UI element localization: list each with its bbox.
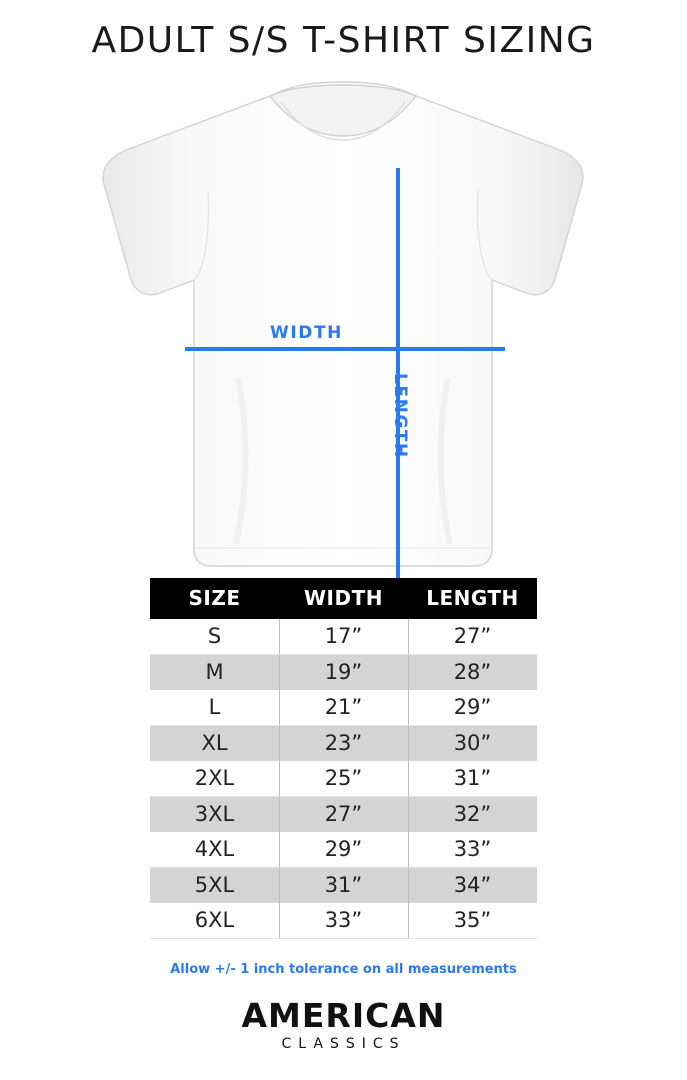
tolerance-note: Allow +/- 1 inch tolerance on all measurements [170, 962, 517, 977]
cell-size: S [150, 619, 279, 655]
cell-size: L [150, 690, 279, 726]
table-row [150, 619, 537, 655]
cell-size: 4XL [150, 832, 279, 868]
cell-size: 2XL [150, 761, 279, 797]
brand-tagline: CLASSICS [281, 1036, 406, 1052]
page-title: ADULT S/S T-SHIRT SIZING [91, 20, 596, 61]
table-row [150, 868, 537, 904]
cell-size: 6XL [150, 903, 279, 939]
cell-length: 31” [408, 761, 537, 797]
width-measure-line [185, 347, 505, 351]
cell-width: 29” [279, 832, 408, 868]
cell-width: 21” [279, 690, 408, 726]
table-row [150, 726, 537, 762]
cell-width: 31” [279, 868, 408, 904]
table-row [150, 832, 537, 868]
tshirt-illustration [0, 78, 687, 568]
cell-length: 30” [408, 726, 537, 762]
cell-width: 33” [279, 903, 408, 939]
brand-name: AMERICAN [241, 996, 446, 1035]
cell-width: 23” [279, 726, 408, 762]
cell-length: 27” [408, 619, 537, 655]
length-label: LENGTH [390, 373, 410, 459]
cell-length: 34” [408, 868, 537, 904]
cell-length: 35” [408, 903, 537, 939]
cell-width: 17” [279, 619, 408, 655]
table-row [150, 690, 537, 726]
cell-length: 33” [408, 832, 537, 868]
tshirt-diagram [0, 78, 687, 568]
width-label: WIDTH [270, 323, 344, 343]
cell-length: 32” [408, 797, 537, 833]
cell-size: XL [150, 726, 279, 762]
cell-width: 27” [279, 797, 408, 833]
cell-size: M [150, 655, 279, 691]
table-row [150, 761, 537, 797]
header-width: WIDTH [279, 578, 408, 619]
table-row [150, 655, 537, 691]
header-length: LENGTH [408, 578, 537, 619]
table-row [150, 797, 537, 833]
header-size: SIZE [150, 578, 279, 619]
cell-width: 19” [279, 655, 408, 691]
cell-length: 29” [408, 690, 537, 726]
cell-width: 25” [279, 761, 408, 797]
table-row [150, 903, 537, 939]
table-header-row [150, 578, 537, 619]
cell-size: 3XL [150, 797, 279, 833]
size-chart-table [150, 578, 537, 939]
cell-length: 28” [408, 655, 537, 691]
cell-size: 5XL [150, 868, 279, 904]
